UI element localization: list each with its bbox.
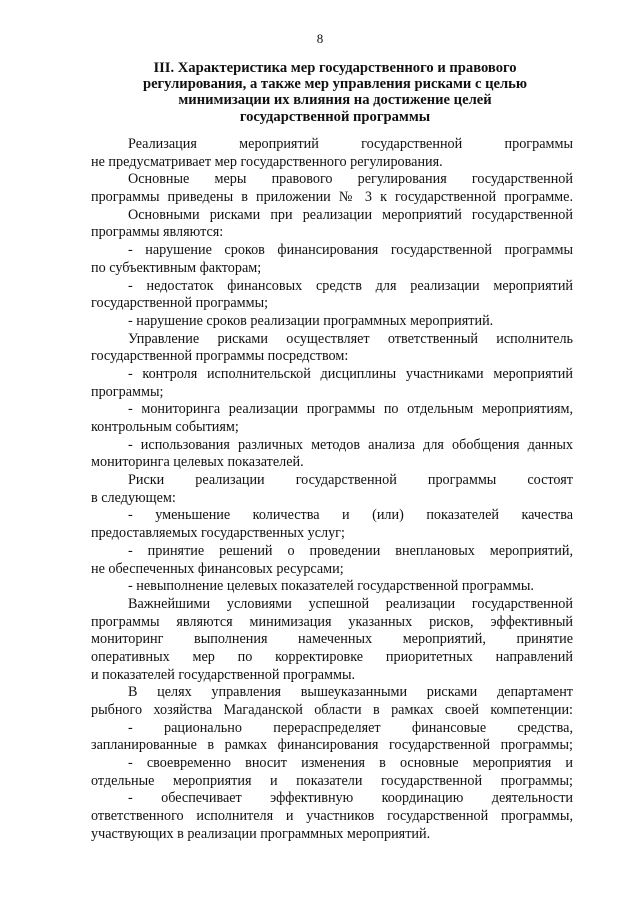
text-line: - использования различных методов анализа для обобщения данных <box>128 436 573 453</box>
text-line: Важнейшими условиями успешной реализации государственной <box>128 595 573 612</box>
heading-line: минимизации их влияния на достижение целей <box>178 92 492 109</box>
text-line: контрольным событиям; <box>91 419 239 435</box>
text-line: по субъективным факторам; <box>91 259 262 276</box>
text-line: - принятие решений о проведении внеплановых мероприятий, <box>128 542 573 559</box>
text-line: государственной программы; <box>91 295 269 312</box>
page-number: 8 <box>316 31 324 46</box>
text-line: - невыполнение целевых показателей государственной программы. <box>128 578 534 595</box>
text-line: участвующих в реализации программных мероприятий. <box>91 825 431 842</box>
text-line: мониторинга целевых показателей. <box>91 454 304 471</box>
text-line: - нарушение сроков финансирования государственной программы <box>128 242 573 259</box>
text-line: и показателей государственной программы. <box>91 666 356 683</box>
text-line: Управление рисками осуществляет ответственный исполнитель <box>128 330 573 347</box>
body-text <box>91 136 573 844</box>
text-line: не предусматривает мер государственного регулирования. <box>91 153 443 170</box>
text-line: программы являются: <box>91 224 224 241</box>
heading-line: III. Характеристика мер государственного и правового <box>153 60 517 76</box>
text-line: Реализация мероприятий государственной программы <box>128 136 573 152</box>
text-line: программы приведены в приложении № 3 к государственной программе. <box>91 189 573 206</box>
text-line: - уменьшение количества и (или) показателей качества <box>128 507 573 524</box>
text-line: В целях управления вышеуказанными рисками департамент <box>128 684 573 701</box>
text-line: ответственного исполнителя и участников государственной программы, <box>91 808 573 825</box>
text-line: отдельные мероприятия и показатели государственной программы; <box>91 772 573 789</box>
text-line: Основными рисками при реализации мероприятий государственной <box>128 206 573 223</box>
text-line: программы являются минимизация указанных рисков, эффективный <box>91 613 573 630</box>
text-line: запланированные в рамках финансирования государственной программы; <box>91 737 573 754</box>
heading-line: регулирования, а также мер управления рисками с целью <box>142 76 528 93</box>
text-line: Основные меры правового регулирования государственной <box>128 171 573 188</box>
text-line: мониторинг выполнения намеченных мероприятий, принятие <box>91 631 573 648</box>
text-line: предоставляемых государственных услуг; <box>91 525 345 542</box>
text-line: - недостаток финансовых средств для реализации мероприятий <box>128 277 573 294</box>
text-line: - рационально перераспределяет финансовые средства, <box>128 719 573 736</box>
text-line: - нарушение сроков реализации программных мероприятий. <box>128 312 494 329</box>
text-line: - контроля исполнительской дисциплины участниками мероприятий <box>128 365 573 382</box>
text-line: оперативных мер по корректировке приоритетных направлений <box>91 648 573 665</box>
section-heading <box>100 60 570 125</box>
text-line: программы; <box>91 383 164 400</box>
text-line: - мониторинга реализации программы по отдельным мероприятиям, <box>128 401 573 418</box>
text-line: - своевременно вносит изменения в основные мероприятия и <box>128 755 573 772</box>
text-line: в следующем: <box>91 489 176 506</box>
text-line: рыбного хозяйства Магаданской области в рамках своей компетенции: <box>91 702 573 718</box>
text-line: не обеспеченных финансовых ресурсами; <box>91 560 344 577</box>
text-line: - обеспечивает эффективную координацию деятельности <box>128 790 573 807</box>
text-line: Риски реализации государственной программы состоят <box>128 472 573 489</box>
heading-line: государственной программы <box>239 108 431 125</box>
text-line: государственной программы посредством: <box>91 348 349 365</box>
